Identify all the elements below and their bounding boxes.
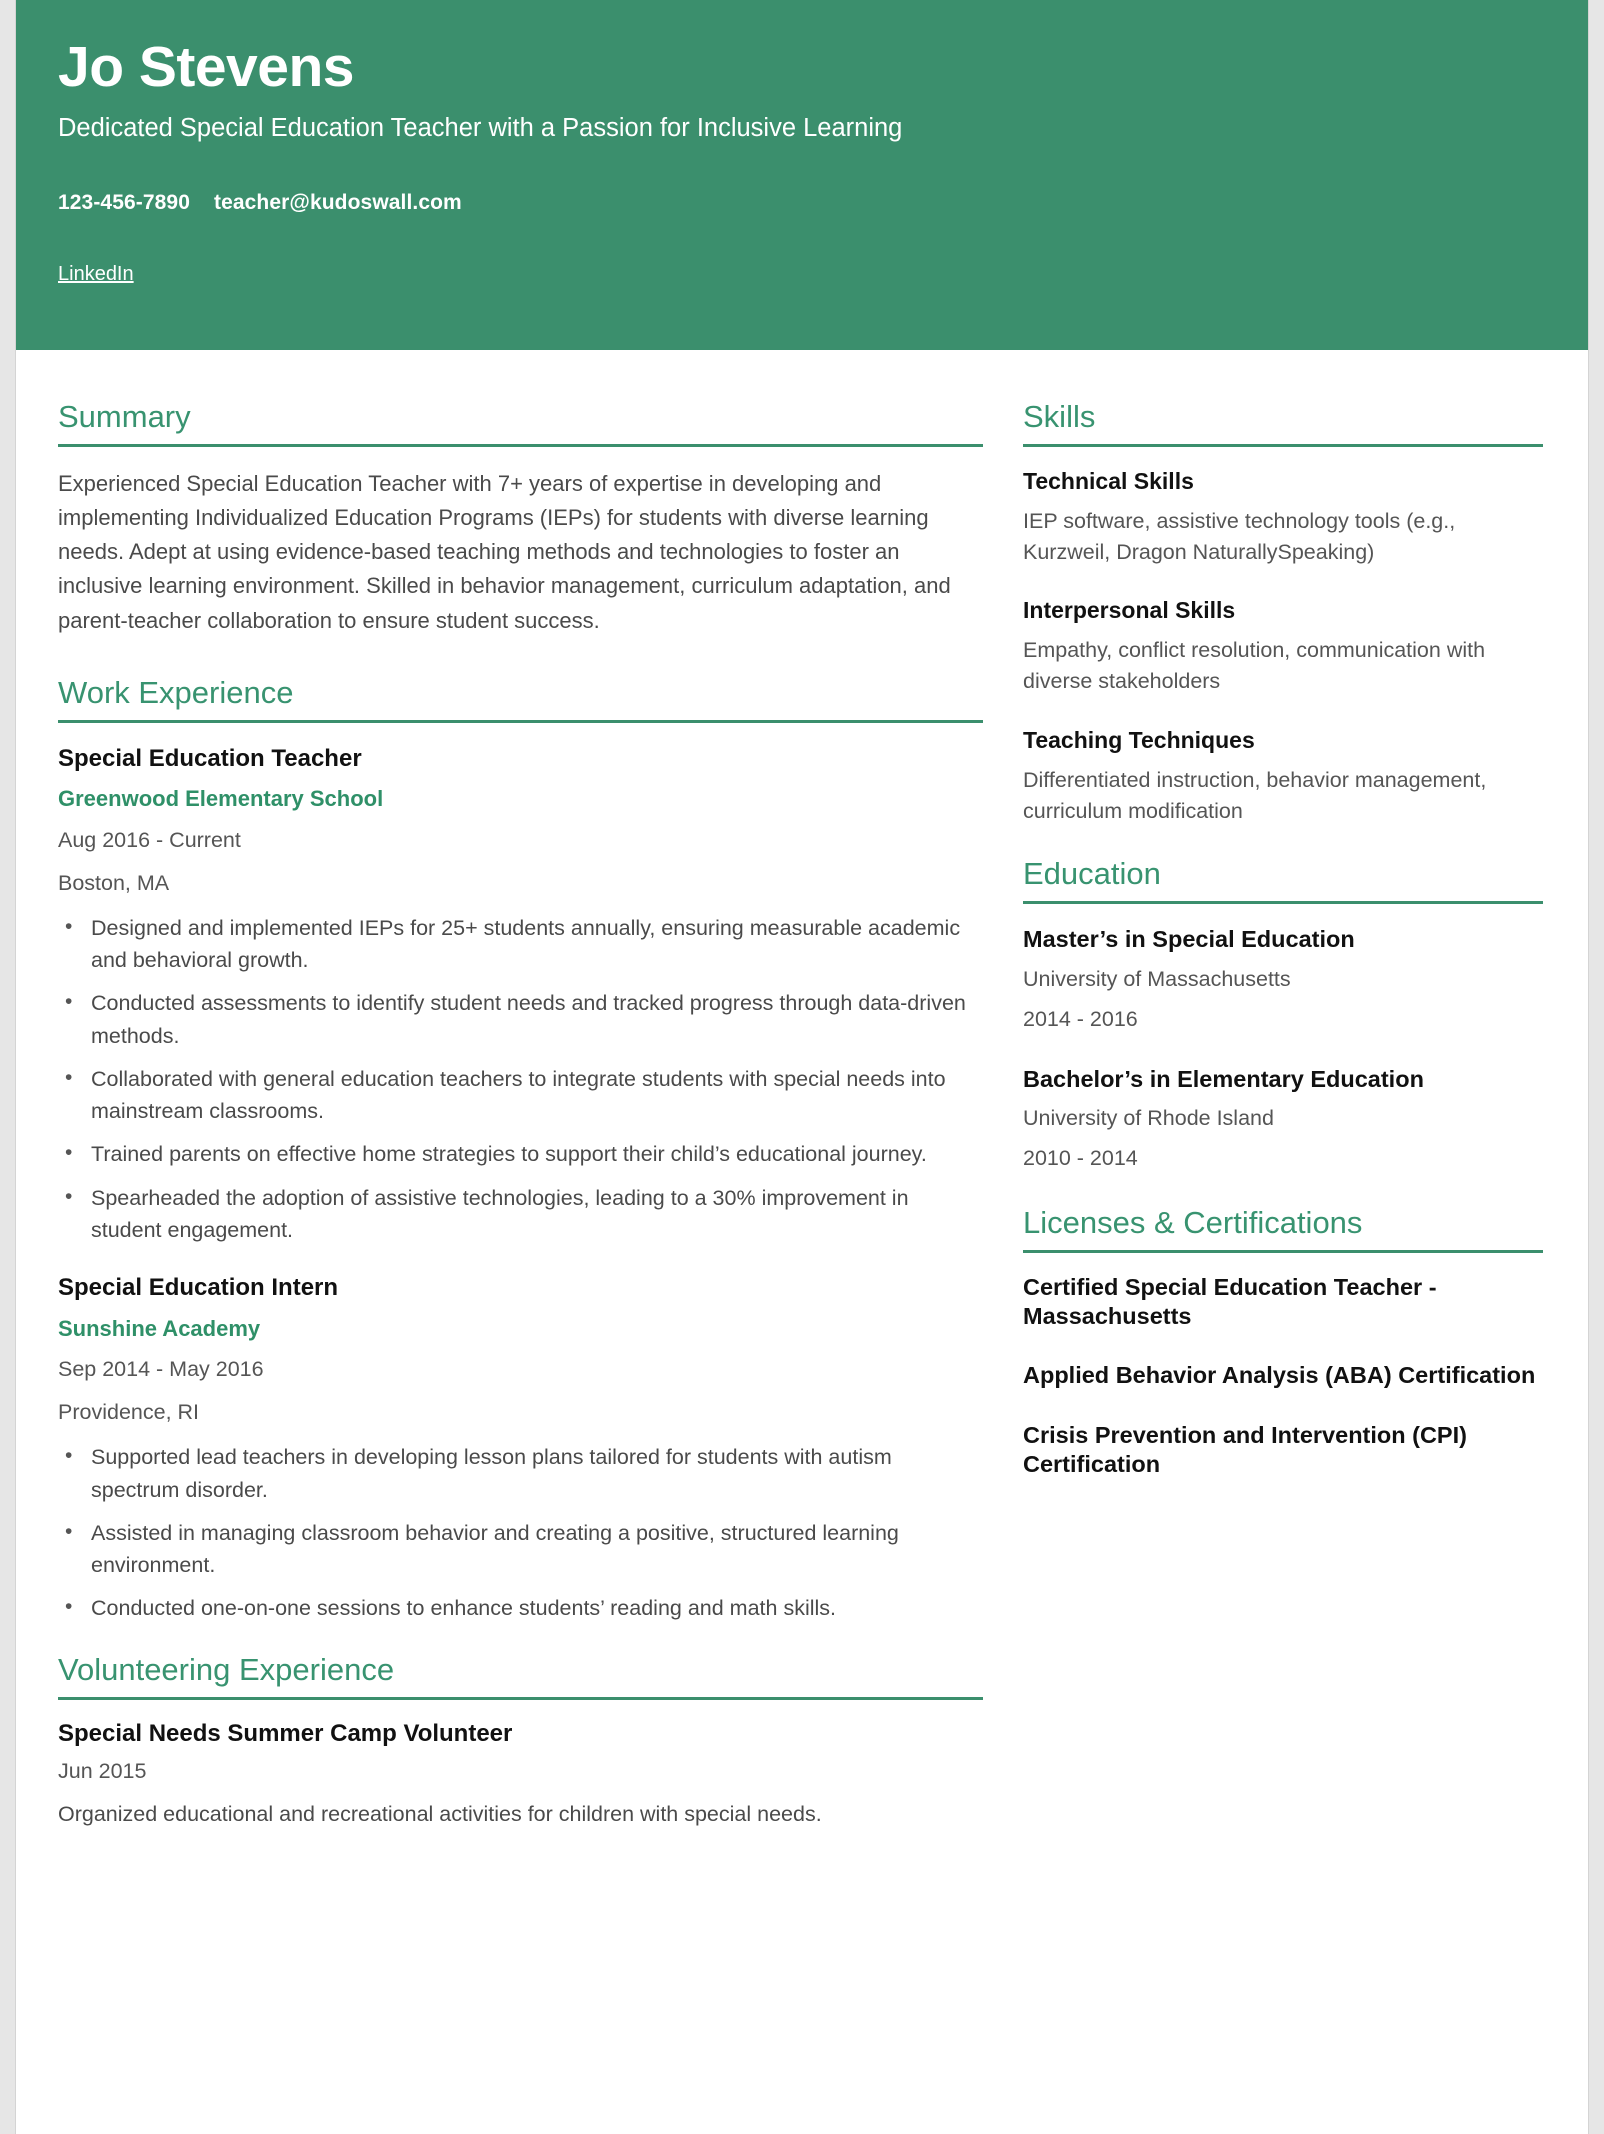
job-company: Greenwood Elementary School bbox=[58, 786, 384, 812]
certification-item: Certified Special Education Teacher - Massachusetts bbox=[1023, 1273, 1437, 1330]
certifications-rule bbox=[1023, 1250, 1543, 1253]
job-dates: Sep 2014 - May 2016 bbox=[58, 1357, 264, 1382]
job-bullet: • Trained parents on effective home strategies to support their child’s educational journey. bbox=[62, 1138, 983, 1170]
section-certifications bbox=[1023, 1204, 1543, 1480]
contact-line bbox=[58, 191, 1546, 215]
section-skills bbox=[1023, 398, 1543, 827]
certification-item: Applied Behavior Analysis (ABA) Certification bbox=[1023, 1362, 1536, 1389]
left-column bbox=[58, 398, 983, 1834]
resume-body bbox=[16, 350, 1588, 1894]
work-experience-heading: Work Experience bbox=[58, 674, 294, 710]
section-education bbox=[1023, 855, 1543, 1174]
header-tagline: Dedicated Special Education Teacher with a Passion for Inclusive Learning bbox=[58, 113, 903, 142]
education-school: University of Rhode Island bbox=[1023, 1106, 1274, 1131]
skills-rule bbox=[1023, 444, 1543, 447]
volunteering-heading: Volunteering Experience bbox=[58, 1651, 395, 1687]
contact-email[interactable]: teacher@kudoswall.com bbox=[213, 190, 462, 214]
header-links bbox=[58, 263, 1546, 286]
job-bullet-list bbox=[62, 912, 983, 1246]
section-summary bbox=[58, 398, 983, 638]
linkedin-link[interactable]: LinkedIn bbox=[58, 262, 134, 285]
section-work-experience bbox=[58, 674, 983, 1625]
job-location: Boston, MA bbox=[58, 870, 170, 895]
education-degree: Master’s in Special Education bbox=[1023, 926, 1355, 953]
skill-group bbox=[1023, 596, 1543, 697]
skill-group bbox=[1023, 467, 1543, 568]
job-location: Providence, RI bbox=[58, 1400, 200, 1425]
contact-phone[interactable]: 123-456-7890 bbox=[58, 190, 190, 214]
skill-group-description: Empathy, conflict resolution, communication with diverse stakeholders bbox=[1023, 638, 1486, 694]
skill-group-name: Teaching Techniques bbox=[1023, 726, 1255, 753]
education-item bbox=[1023, 924, 1543, 1034]
page-title: Jo Stevens bbox=[58, 35, 354, 99]
summary-heading: Summary bbox=[58, 399, 191, 434]
certifications-heading: Licenses & Certifications bbox=[1023, 1204, 1363, 1240]
job-bullet: • Conducted one-on-one sessions to enhance students’ reading and math skills. bbox=[62, 1592, 983, 1624]
education-degree: Bachelor’s in Elementary Education bbox=[1023, 1065, 1424, 1092]
job-bullet: • Conducted assessments to identify student needs and tracked progress through data-driven methods. bbox=[62, 987, 983, 1052]
job-dates: Aug 2016 - Current bbox=[58, 827, 241, 852]
volunteering-item bbox=[58, 1720, 983, 1830]
job-role: Special Education Intern bbox=[58, 1274, 339, 1302]
right-column bbox=[1023, 398, 1543, 1510]
job-bullet: • Supported lead teachers in developing lesson plans tailored for students with autism spectrum disorder. bbox=[62, 1441, 983, 1506]
education-rule bbox=[1023, 901, 1543, 904]
section-volunteering bbox=[58, 1651, 983, 1830]
volunteer-role: Special Needs Summer Camp Volunteer bbox=[58, 1719, 513, 1747]
skills-heading: Skills bbox=[1023, 399, 1096, 434]
job-bullet: • Assisted in managing classroom behavior and creating a positive, structured learning environment. bbox=[62, 1517, 983, 1582]
skill-group-description: Differentiated instruction, behavior management, curriculum modification bbox=[1023, 767, 1487, 823]
education-item bbox=[1023, 1064, 1543, 1174]
job-company: Sunshine Academy bbox=[58, 1315, 261, 1341]
job-bullet-list bbox=[62, 1441, 983, 1624]
skill-group-name: Technical Skills bbox=[1023, 468, 1194, 495]
education-heading: Education bbox=[1023, 855, 1161, 891]
volunteer-description: Organized educational and recreational activities for children with special needs. bbox=[58, 1801, 822, 1826]
job-bullet: • Collaborated with general education teachers to integrate students with special needs into mainstream classrooms. bbox=[62, 1063, 983, 1128]
certification-item: Crisis Prevention and Intervention (CPI) Certification bbox=[1023, 1421, 1467, 1478]
education-years: 2010 - 2014 bbox=[1023, 1146, 1138, 1171]
skill-group-name: Interpersonal Skills bbox=[1023, 597, 1236, 624]
work-experience-item bbox=[58, 1272, 983, 1624]
skill-group bbox=[1023, 726, 1543, 827]
work-experience-rule bbox=[58, 720, 983, 723]
resume-header bbox=[16, 0, 1588, 350]
work-experience-item bbox=[58, 743, 983, 1246]
job-role: Special Education Teacher bbox=[58, 744, 362, 772]
skill-group-description: IEP software, assistive technology tools (e.g., Kurzweil, Dragon NaturallySpeaking) bbox=[1023, 509, 1456, 565]
education-years: 2014 - 2016 bbox=[1023, 1006, 1138, 1031]
volunteer-date: Jun 2015 bbox=[58, 1758, 147, 1783]
job-bullet: • Designed and implemented IEPs for 25+ students annually, ensuring measurable academic and behavioral growth. bbox=[62, 912, 983, 977]
summary-text: Experienced Special Education Teacher with 7+ years of expertise in developing and implementing Individualized Education Programs (IEPs) for students with diverse learning needs. Adept at using evidence-based teaching methods and technologies to foster an inclusive learning environment. Skilled in behavior management, curriculum adaptation, and parent-teacher collaboration to ensure student success. bbox=[58, 471, 951, 633]
summary-rule bbox=[58, 444, 983, 447]
volunteering-rule bbox=[58, 1697, 983, 1700]
resume-page bbox=[15, 0, 1589, 2134]
education-school: University of Massachusetts bbox=[1023, 966, 1291, 991]
job-bullet: • Spearheaded the adoption of assistive technologies, leading to a 30% improvement in student engagement. bbox=[62, 1182, 983, 1247]
